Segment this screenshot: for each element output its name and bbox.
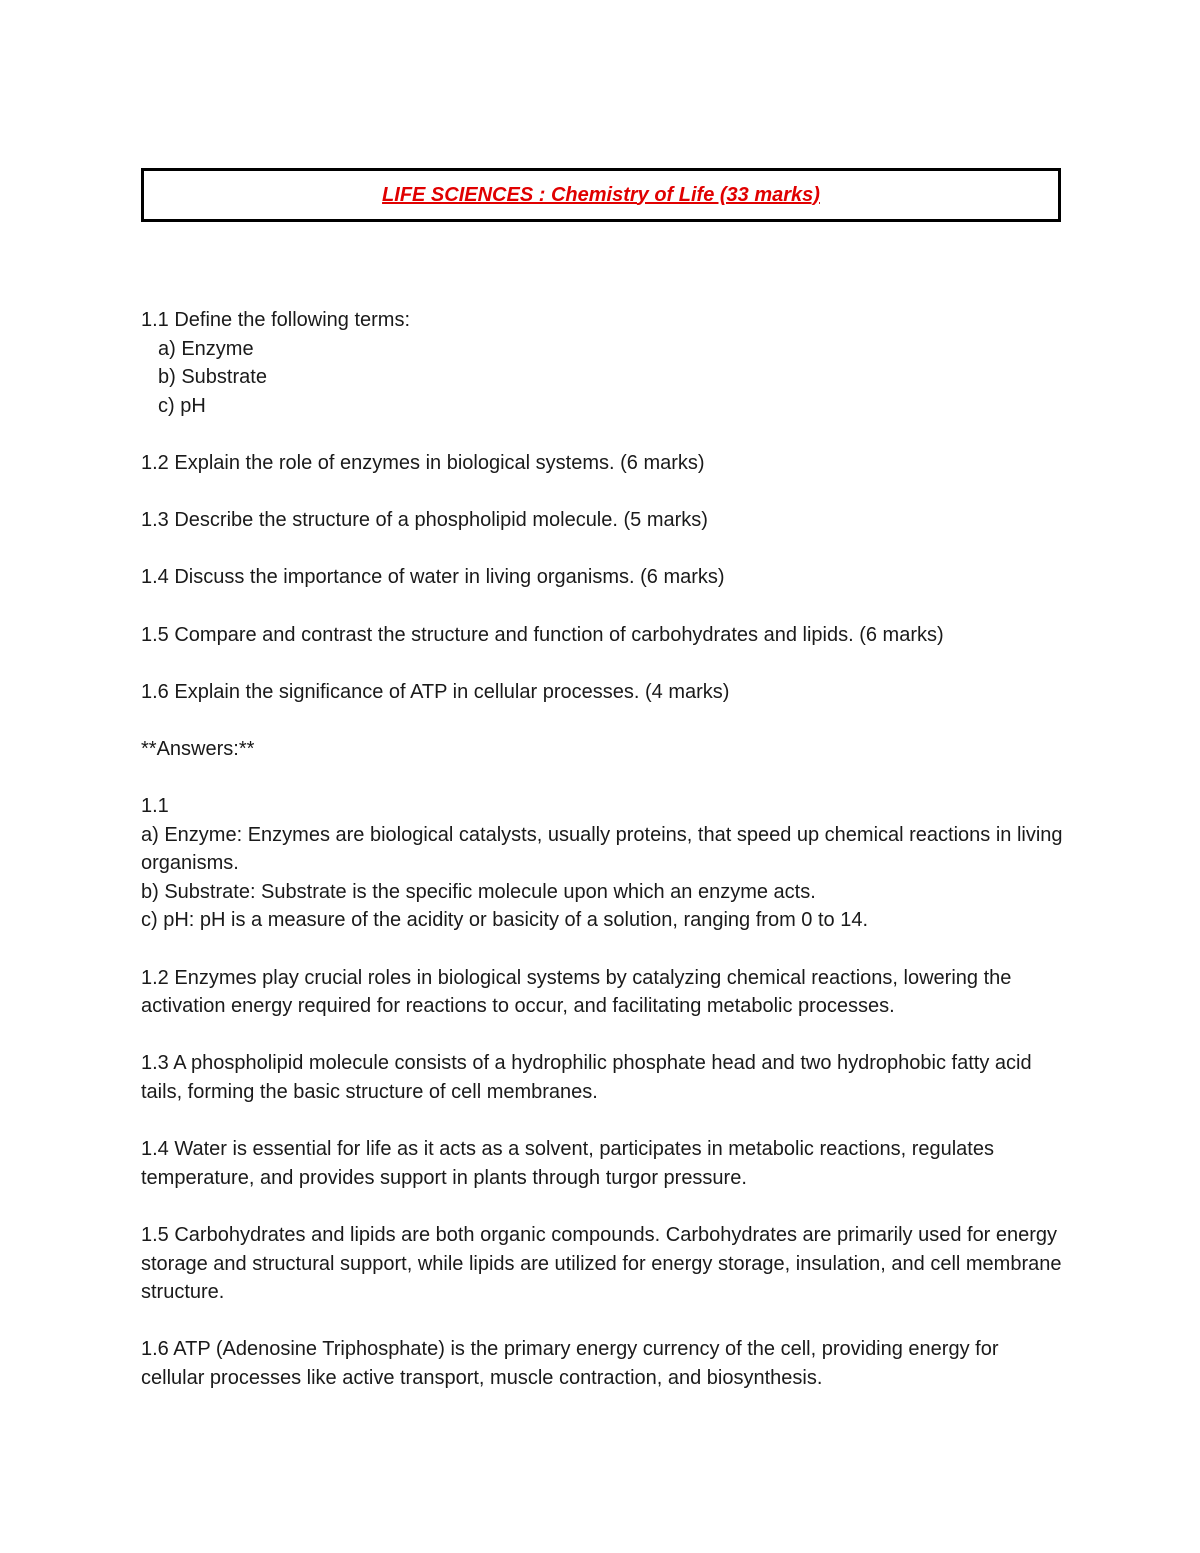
question-1-1-item-a: a) Enzyme: [158, 337, 254, 360]
answer-1-6: 1.6 ATP (Adenosine Triphosphate) is the primary energy currency of the cell, providing energy for cellular processes like active transport, muscle contraction, and biosynthesis.: [141, 1338, 1005, 1389]
answer-1-4: 1.4 Water is essential for life as it acts as a solvent, participates in metabolic reactions, regulates temperature, and provides support in plants through turgor pressure.: [141, 1138, 1000, 1189]
document-body: [141, 306, 1069, 1393]
answer-1-1-label: 1.1: [141, 795, 169, 818]
question-1-1-item-c: c) pH: [158, 394, 206, 417]
answers-heading: **Answers:**: [141, 737, 255, 760]
question-1-1-item-b: b) Substrate: [158, 366, 267, 389]
question-1-4: 1.4 Discuss the importance of water in living organisms. (6 marks): [141, 566, 725, 589]
answer-1-5: 1.5 Carbohydrates and lipids are both organic compounds. Carbohydrates are primarily used for energy storage and structural support, while lipids are utilized for energy storage, insulation, and cell membrane structure.: [141, 1224, 1068, 1304]
question-1-2: 1.2 Explain the role of enzymes in biological systems. (6 marks): [141, 451, 705, 474]
answer-1-3: 1.3 A phospholipid molecule consists of a hydrophilic phosphate head and two hydrophobic fatty acid tails, forming the basic structure of cell membranes.: [141, 1052, 1038, 1104]
document-title: LIFE SCIENCES : Chemistry of Life (33 marks): [382, 183, 820, 206]
question-1-1: 1.1 Define the following terms:: [141, 309, 411, 331]
title-box: [141, 168, 1061, 222]
question-1-6: 1.6 Explain the significance of ATP in cellular processes. (4 marks): [141, 680, 730, 703]
answer-1-1-b: b) Substrate: Substrate is the specific molecule upon which an enzyme acts.: [141, 880, 816, 903]
answer-1-1-a: a) Enzyme: Enzymes are biological catalysts, usually proteins, that speed up chemical reactions in living organisms.: [141, 823, 1069, 875]
question-1-5: 1.5 Compare and contrast the structure and function of carbohydrates and lipids. (6 marks): [141, 623, 944, 646]
question-1-3: 1.3 Describe the structure of a phospholipid molecule. (5 marks): [141, 509, 708, 532]
answer-1-1-c: c) pH: pH is a measure of the acidity or basicity of a solution, ranging from 0 to 14.: [141, 909, 869, 932]
answer-1-2: 1.2 Enzymes play crucial roles in biological systems by catalyzing chemical reactions, lowering the activation energy required for reactions to occur, and facilitating metabolic processes.: [141, 966, 1017, 1018]
